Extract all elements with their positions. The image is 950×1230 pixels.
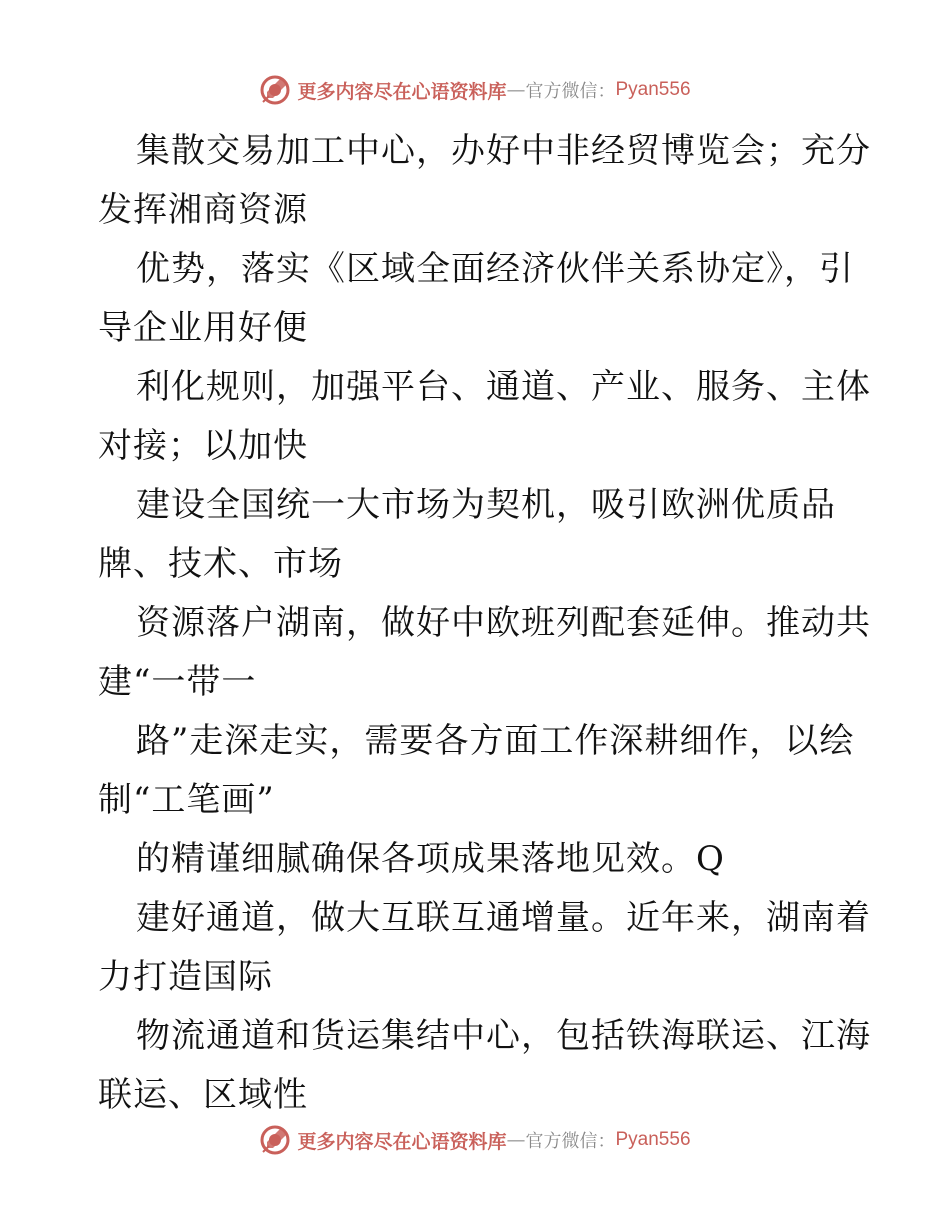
text-line: 利化规则，加强平台、通道、产业、服务、主体 [136,367,871,407]
footer-wechat-id: Pyan556 [615,1129,691,1150]
text-line: 对接；以加快 [98,426,308,466]
header-wechat-label: 官方微信： [525,81,616,102]
text-line: 力打造国际 [98,957,273,997]
text-line: 优势，落实《区域全面经济伙伴关系协定》，引 [136,249,854,289]
text-line: 发挥湘商资源 [98,190,308,230]
footer-banner [0,1120,950,1160]
text-line: 建好通道，做大互联互通增量。近年来，湖南着 [136,898,871,938]
text-line: 集散交易加工中心，办好中非经贸博览会；充分 [136,131,871,171]
pen-logo-icon [259,1124,291,1156]
text-line: 物流通道和货运集结中心，包括铁海联运、江海 [136,1016,871,1056]
text-line: 牌、技术、市场 [98,544,343,584]
text-line: 联运、区域性 [98,1075,308,1115]
header-banner [0,70,950,110]
header-brand: 更多内容尽在心语资料库 [297,80,507,103]
text-line: 导企业用好便 [98,308,308,348]
pen-logo-icon [259,74,291,106]
text-line: 的精谨细腻确保各项成果落地见效。Q [136,839,725,879]
text-line: 建“一带一 [98,662,257,702]
document-body [98,122,871,1125]
text-line: 制“工笔画” [98,780,275,820]
text-line: 建设全国统一大市场为契机，吸引欧洲优质品 [136,485,836,525]
text-line: 资源落户湖南，做好中欧班列配套延伸。推动共 [136,603,871,643]
footer-wechat-label: 官方微信： [525,1131,616,1152]
header-wechat-id: Pyan556 [615,79,691,100]
header-dash: — [506,79,526,101]
footer-brand: 更多内容尽在心语资料库 [297,1130,507,1153]
text-line: 路”走深走实，需要各方面工作深耕细作，以绘 [136,721,855,761]
footer-dash: — [506,1129,526,1151]
